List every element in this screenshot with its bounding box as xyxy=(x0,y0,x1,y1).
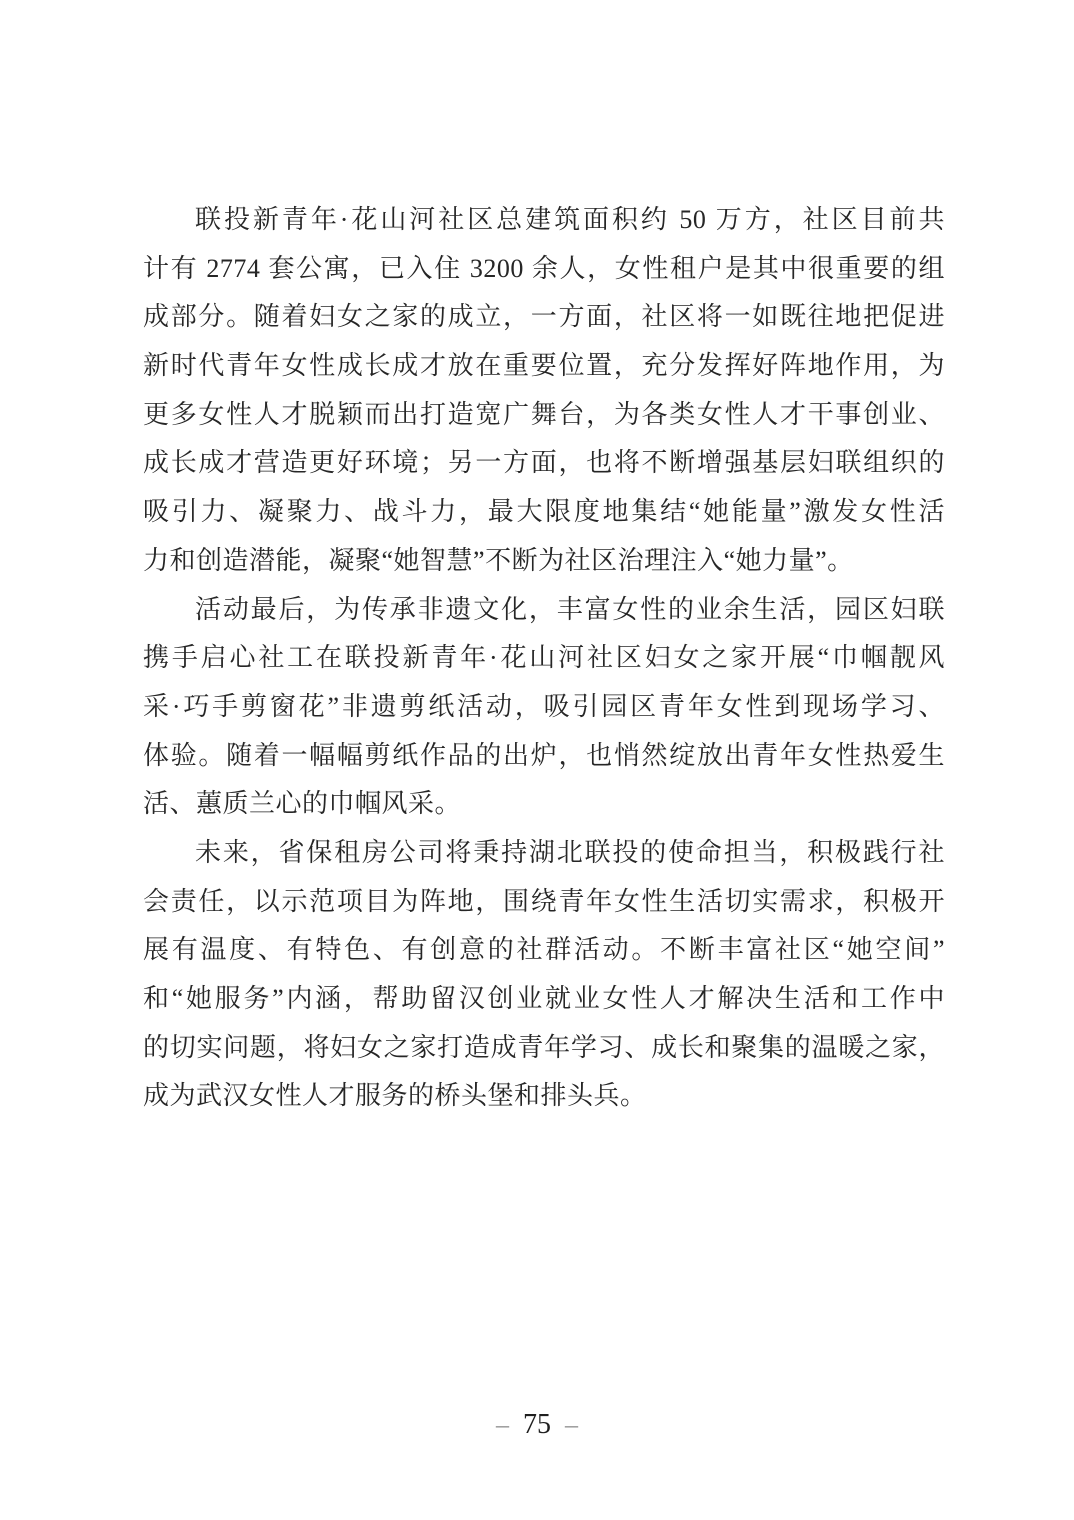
text-line: 活动最后，为传承非遗文化，丰富女性的业余生活，园区妇联 xyxy=(195,594,945,624)
text-line: 成为武汉女性人才服务的桥头堡和排头兵。 xyxy=(143,1081,647,1111)
body-text-block xyxy=(143,196,945,1121)
text-line: 成部分。随着妇女之家的成立，一方面，社区将一如既往地把促进 xyxy=(143,302,945,332)
text-line: 活、蕙质兰心的巾帼风采。 xyxy=(143,789,462,819)
text-line: 计有 2774 套公寓，已入住 3200 余人，女性租户是其中很重要的组 xyxy=(143,253,945,283)
page-number-right-dash: – xyxy=(565,1410,578,1439)
text-line: 联投新青年·花山河社区总建筑面积约 50 万方，社区目前共 xyxy=(195,205,945,234)
text-line: 更多女性人才脱颖而出打造宽广舞台，为各类女性人才干事创业、 xyxy=(143,399,945,429)
text-line: 新时代青年女性成长成才放在重要位置，充分发挥好阵地作用，为 xyxy=(143,351,945,381)
text-line: 会责任，以示范项目为阵地，围绕青年女性生活切实需求，积极开 xyxy=(143,886,945,916)
text-line: 采·巧手剪窗花”非遗剪纸活动，吸引园区青年女性到现场学习、 xyxy=(143,691,945,721)
text-line: 未来，省保租房公司将秉持湖北联投的使命担当，积极践行社 xyxy=(195,837,945,867)
page-number-value: 75 xyxy=(523,1409,551,1440)
text-line: 的切实问题，将妇女之家打造成青年学习、成长和聚集的温暖之家， xyxy=(143,1032,945,1062)
text-line: 携手启心社工在联投新青年·花山河社区妇女之家开展“巾帼靓风 xyxy=(143,643,945,673)
text-line: 力和创造潜能，凝聚“她智慧”不断为社区治理注入“她力量”。 xyxy=(143,545,854,575)
paragraph-2 xyxy=(143,586,945,829)
text-line: 和“她服务”内涵，帮助留汉创业就业女性人才解决生活和工作中 xyxy=(143,984,945,1013)
text-line: 吸引力、凝聚力、战斗力，最大限度地集结“她能量”激发女性活 xyxy=(143,497,945,527)
page-number xyxy=(0,1408,1074,1442)
text-line: 展有温度、有特色、有创意的社群活动。不断丰富社区“她空间” xyxy=(143,935,945,965)
page-number-left-dash: – xyxy=(496,1410,509,1439)
text-line: 体验。随着一幅幅剪纸作品的出炉，也悄然绽放出青年女性热爱生 xyxy=(143,740,945,770)
paragraph-3 xyxy=(143,829,945,1121)
paragraph-1 xyxy=(143,196,945,586)
text-line: 成长成才营造更好环境；另一方面，也将不断增强基层妇联组织的 xyxy=(143,448,945,478)
